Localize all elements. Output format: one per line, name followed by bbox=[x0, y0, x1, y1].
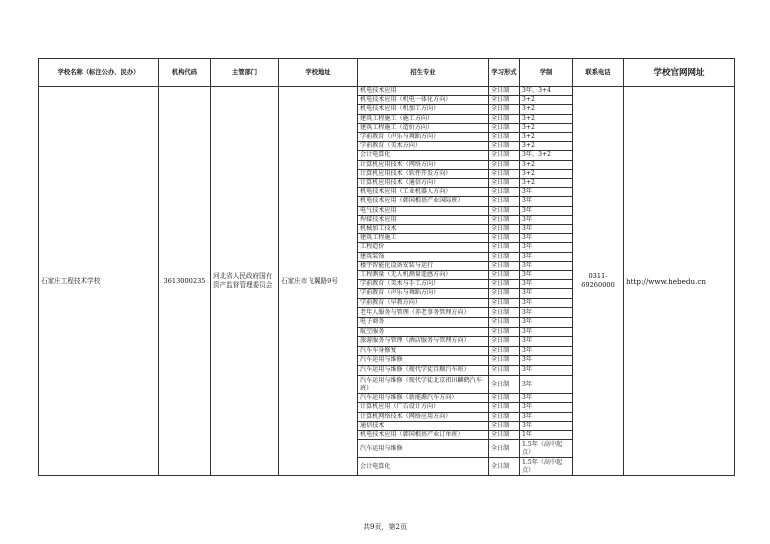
header-row bbox=[39, 59, 735, 87]
major-cell: 焊接技术应用 bbox=[358, 215, 489, 224]
study-form-cell: 全日制 bbox=[489, 376, 520, 394]
duration-cell: 1.5年（高中起点） bbox=[520, 458, 573, 476]
major-cell: 机电技术应用 bbox=[358, 87, 489, 96]
major-cell: 汽车运用与维修（现代学徒百顺汽车班） bbox=[358, 365, 489, 376]
study-form-cell: 全日制 bbox=[489, 160, 520, 169]
major-cell: 机械加工技术 bbox=[358, 225, 489, 234]
major-cell: 建筑工程施工（施工方向） bbox=[358, 114, 489, 123]
org-code-cell: 3613000235 bbox=[159, 87, 211, 476]
study-form-cell: 全日制 bbox=[489, 327, 520, 336]
study-form-cell: 全日制 bbox=[489, 179, 520, 188]
major-cell: 学前教育（美术方向） bbox=[358, 142, 489, 151]
header-org-code: 机构代码 bbox=[159, 59, 211, 87]
duration-cell: 3年 bbox=[520, 271, 573, 280]
study-form-cell: 全日制 bbox=[489, 215, 520, 224]
study-form-cell: 全日制 bbox=[489, 412, 520, 421]
major-cell: 电子商务 bbox=[358, 318, 489, 327]
header-phone: 联系电话 bbox=[573, 59, 624, 87]
study-form-cell: 全日制 bbox=[489, 114, 520, 123]
duration-cell: 3年 bbox=[520, 412, 573, 421]
duration-cell: 3+2 bbox=[520, 105, 573, 114]
duration-cell: 3年 bbox=[520, 206, 573, 215]
duration-cell: 3年 bbox=[520, 215, 573, 224]
major-cell: 建筑工程施工（造价方向） bbox=[358, 123, 489, 132]
major-cell: 航空服务 bbox=[358, 327, 489, 336]
duration-cell: 3年 bbox=[520, 421, 573, 430]
duration-cell: 3年 bbox=[520, 307, 573, 318]
duration-cell: 3年 bbox=[520, 298, 573, 307]
duration-cell: 3年 bbox=[520, 252, 573, 261]
major-cell: 计算机网络技术（网络应用方向） bbox=[358, 412, 489, 421]
duration-cell: 3+2 bbox=[520, 114, 573, 123]
major-cell: 计算机应用（广告设计方向） bbox=[358, 403, 489, 412]
major-cell: 学前教育（美术与手工方向） bbox=[358, 280, 489, 289]
table-row bbox=[39, 87, 735, 96]
study-form-cell: 全日制 bbox=[489, 96, 520, 105]
study-form-cell: 全日制 bbox=[489, 243, 520, 252]
duration-cell: 3+2 bbox=[520, 96, 573, 105]
header-dept: 主管部门 bbox=[211, 59, 279, 87]
major-cell: 学前教育（声乐与舞蹈方向） bbox=[358, 289, 489, 298]
header-address: 学校地址 bbox=[279, 59, 358, 87]
major-cell: 电气技术应用 bbox=[358, 206, 489, 215]
major-cell: 工程测量（无人机测量遥感方向） bbox=[358, 271, 489, 280]
study-form-cell: 全日制 bbox=[489, 307, 520, 318]
study-form-cell: 全日制 bbox=[489, 234, 520, 243]
study-form-cell: 全日制 bbox=[489, 197, 520, 206]
study-form-cell: 全日制 bbox=[489, 271, 520, 280]
major-cell: 汽车运用与维修 bbox=[358, 356, 489, 365]
major-cell: 计算机应用技术（通信方向） bbox=[358, 179, 489, 188]
phone-cell: 0311-69260000 bbox=[573, 87, 624, 476]
duration-cell: 3年 bbox=[520, 197, 573, 206]
duration-cell: 3年 bbox=[520, 356, 573, 365]
header-study-form: 学习形式 bbox=[489, 59, 520, 87]
major-cell: 旅游服务与管理（酒店服务与管理方向） bbox=[358, 336, 489, 347]
study-form-cell: 全日制 bbox=[489, 440, 520, 458]
duration-cell: 1.5年（高中起点） bbox=[520, 440, 573, 458]
page-footer: 共9页，第2页 bbox=[363, 523, 407, 531]
duration-cell: 3+2 bbox=[520, 142, 573, 151]
duration-cell: 3年 bbox=[520, 289, 573, 298]
study-form-cell: 全日制 bbox=[489, 252, 520, 261]
major-cell: 建筑工程施工 bbox=[358, 234, 489, 243]
study-form-cell: 全日制 bbox=[489, 421, 520, 430]
study-form-cell: 全日制 bbox=[489, 318, 520, 327]
duration-cell: 3年 bbox=[520, 394, 573, 403]
duration-cell: 3年 bbox=[520, 336, 573, 347]
major-cell: 学前教育（声乐与舞蹈方向） bbox=[358, 133, 489, 142]
study-form-cell: 全日制 bbox=[489, 169, 520, 178]
duration-cell: 3年 bbox=[520, 188, 573, 197]
study-form-cell: 全日制 bbox=[489, 105, 520, 114]
address-cell: 石家庄市飞翼路9号 bbox=[279, 87, 358, 476]
duration-cell: 3年 bbox=[520, 376, 573, 394]
major-cell: 学前教育（早教方向） bbox=[358, 298, 489, 307]
major-cell: 计算机应用技术（网络方向） bbox=[358, 160, 489, 169]
duration-cell: 3年 bbox=[520, 403, 573, 412]
duration-cell: 3+2 bbox=[520, 133, 573, 142]
duration-cell: 3年 bbox=[520, 234, 573, 243]
major-cell: 机电技术应用（韩国根基产业国际班） bbox=[358, 197, 489, 206]
duration-cell: 3年、3+2 bbox=[520, 151, 573, 160]
major-cell: 汽车运用与维修 bbox=[358, 440, 489, 458]
study-form-cell: 全日制 bbox=[489, 365, 520, 376]
major-cell: 机电技术应用（机加工方向） bbox=[358, 105, 489, 114]
major-cell: 会计电算化 bbox=[358, 151, 489, 160]
duration-cell: 3+2 bbox=[520, 123, 573, 132]
study-form-cell: 全日制 bbox=[489, 123, 520, 132]
major-cell: 老年人服务与管理（养老事务管理方向） bbox=[358, 307, 489, 318]
study-form-cell: 全日制 bbox=[489, 87, 520, 96]
header-school-name: 学校名称（标注公办、民办） bbox=[39, 59, 159, 87]
study-form-cell: 全日制 bbox=[489, 298, 520, 307]
study-form-cell: 全日制 bbox=[489, 336, 520, 347]
study-form-cell: 全日制 bbox=[489, 225, 520, 234]
duration-cell: 3年 bbox=[520, 225, 573, 234]
school-enrollment-table bbox=[38, 58, 735, 476]
duration-cell: 3年 bbox=[520, 327, 573, 336]
study-form-cell: 全日制 bbox=[489, 356, 520, 365]
study-form-cell: 全日制 bbox=[489, 142, 520, 151]
study-form-cell: 全日制 bbox=[489, 394, 520, 403]
duration-cell: 3年、3+4 bbox=[520, 87, 573, 96]
website-cell: http://www.hebedu.cn bbox=[624, 87, 735, 476]
study-form-cell: 全日制 bbox=[489, 261, 520, 270]
header-website: 学校官网网址 bbox=[624, 59, 735, 87]
major-cell: 建筑装饰 bbox=[358, 252, 489, 261]
study-form-cell: 全日制 bbox=[489, 289, 520, 298]
duration-cell: 3+2 bbox=[520, 160, 573, 169]
duration-cell: 3+2 bbox=[520, 169, 573, 178]
duration-cell: 3年 bbox=[520, 365, 573, 376]
major-cell: 通信技术 bbox=[358, 421, 489, 430]
study-form-cell: 全日制 bbox=[489, 280, 520, 289]
major-cell: 机电技术应用（机电一体化方向） bbox=[358, 96, 489, 105]
table-body bbox=[39, 87, 735, 476]
major-cell: 汽车车身修复 bbox=[358, 347, 489, 356]
header-major: 招生专业 bbox=[358, 59, 489, 87]
study-form-cell: 全日制 bbox=[489, 188, 520, 197]
major-cell: 汽车运用与维修（现代学徒北京祖田麟鹤汽车班） bbox=[358, 376, 489, 394]
major-cell: 计算机应用技术（软件开发方向） bbox=[358, 169, 489, 178]
major-cell: 汽车运用与维修（新能源汽车方向） bbox=[358, 394, 489, 403]
duration-cell: 3年 bbox=[520, 318, 573, 327]
duration-cell: 3年 bbox=[520, 280, 573, 289]
school-name-cell: 石家庄工程技术学校 bbox=[39, 87, 159, 476]
major-cell: 会计电算化 bbox=[358, 458, 489, 476]
study-form-cell: 全日制 bbox=[489, 458, 520, 476]
study-form-cell: 全日制 bbox=[489, 133, 520, 142]
major-cell: 楼宇智能化设备安装与运行 bbox=[358, 261, 489, 270]
duration-cell: 3年 bbox=[520, 261, 573, 270]
major-cell: 工程造价 bbox=[358, 243, 489, 252]
header-duration: 学制 bbox=[520, 59, 573, 87]
study-form-cell: 全日制 bbox=[489, 151, 520, 160]
duration-cell: 1年 bbox=[520, 431, 573, 440]
study-form-cell: 全日制 bbox=[489, 431, 520, 440]
duration-cell: 3年 bbox=[520, 347, 573, 356]
study-form-cell: 全日制 bbox=[489, 403, 520, 412]
major-cell: 机电技术应用（韩国根基产业订单班） bbox=[358, 431, 489, 440]
duration-cell: 3+2 bbox=[520, 179, 573, 188]
study-form-cell: 全日制 bbox=[489, 347, 520, 356]
major-cell: 机电技术应用（工业机器人方向） bbox=[358, 188, 489, 197]
dept-cell: 河北省人民政府国有资产监督管理委员会 bbox=[211, 87, 279, 476]
duration-cell: 3年 bbox=[520, 243, 573, 252]
study-form-cell: 全日制 bbox=[489, 206, 520, 215]
